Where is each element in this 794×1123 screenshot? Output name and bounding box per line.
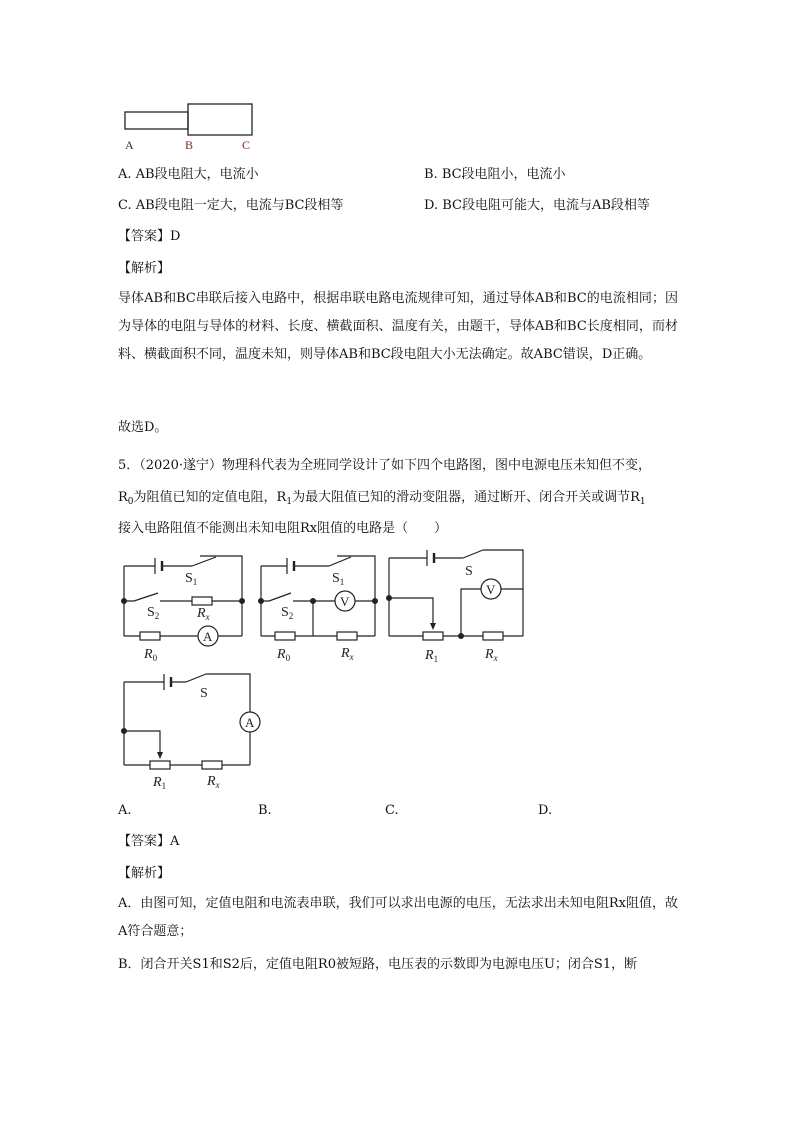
resistor-rx [192,597,212,605]
svg-text:S1: $S_1$ [332,571,345,587]
rheostat-r1 [150,761,170,769]
rheostat-r1 [423,632,443,640]
conductor-figure [120,100,260,152]
svg-text:V: V [486,582,496,597]
svg-text:R0: $R_0$ [144,647,158,663]
svg-text:V: V [340,594,350,609]
svg-text:S: S [200,686,208,701]
svg-text:Rx: $R_x$ [485,647,498,663]
q5-choice-d: D. [538,803,553,818]
resistor-rx [337,632,357,640]
q5-analysis-b: B．闭合开关S1和S2后，定值电阻R0被短路，电压表的示数即为电源电压U；闭合S1，断 [118,957,638,972]
q4-option-a: A. AB段电阻大，电流小 [118,167,259,182]
svg-text:R0: $R_0$ [277,647,291,663]
svg-text:S1: $S_1$ [185,571,198,587]
circuit-c [385,541,535,671]
q4-analysis-label: 【解析】 [118,261,171,276]
circuit-a [120,548,250,668]
q4-answer: 【答案】D [118,229,181,244]
switch-s1 [329,557,351,566]
svg-text:R1: $R_1$ [153,775,167,791]
q5-analysis-label: 【解析】 [118,866,171,881]
q4-option-c: C. AB段电阻一定大，电流与BC段相等 [118,198,344,213]
svg-text:A: A [245,715,255,730]
circuit-b [257,548,382,668]
q5-choice-c: C. [385,803,399,818]
svg-text:A: A [203,629,213,644]
q5-analysis-a: A．由图可知，定值电阻和电流表串联，我们可以求出电源的电压，无法求出未知电阻Rx阻值，故A符合题意； [118,896,678,939]
q5-answer: 【答案】A [118,834,180,849]
svg-text:R1: $R_1$ [425,648,439,664]
switch-s [463,550,483,558]
q5-choice-b: B. [258,803,272,818]
switch-s [186,674,206,682]
svg-text:S2: $S_2$ [147,605,160,621]
svg-text:Rx: $R_x$ [341,646,354,662]
q5-stem-line3: 接入电路阻值不能测出未知电阻Rx阻值的电路是（ ） [118,521,448,536]
switch-s1 [192,557,216,566]
q5-stem-line2: $R_0$为阻值已知的定值电阻，$R_1$为最大阻值已知的滑动变阻器，通过断开、闭合开关或调节$R_1$ [118,490,646,507]
resistor-r0 [275,632,295,640]
circuit-d [120,669,260,794]
resistor-r0 [140,632,160,640]
q4-analysis: 导体AB和BC串联后接入电路中，根据串联电路电流规律可知，通过导体AB和BC的电流相同；因为导体的电阻与导体的材料、长度、横截面积、温度有关，由题干，导体AB和BC长度相同，而材料、横截面积不同，温度未知，则导体AB和BC段电阻大小无法确定。故ABC错误，D正确。 [118,291,678,362]
svg-text:S2: $S_2$ [281,605,294,621]
svg-text:Rx: $R_x$ [197,606,210,622]
q4-conclusion: 故选D。 [118,420,168,435]
label-a: A [125,138,134,152]
q5-choice-a: A. [118,803,132,818]
svg-text:S: S [465,564,473,579]
q5-stem-line1: 5．（2020·遂宁）物理科代表为全班同学设计了如下四个电路图，图中电源电压未知但不变， [118,458,651,473]
label-c: C [242,138,251,152]
resistor-rx [483,632,503,640]
svg-text:Rx: $R_x$ [207,774,220,790]
q4-option-b: B. BC段电阻小，电流小 [424,167,566,182]
resistor-rx [202,761,222,769]
q4-option-d: D. BC段电阻可能大，电流与AB段相等 [424,198,650,213]
label-b: B [185,138,194,152]
